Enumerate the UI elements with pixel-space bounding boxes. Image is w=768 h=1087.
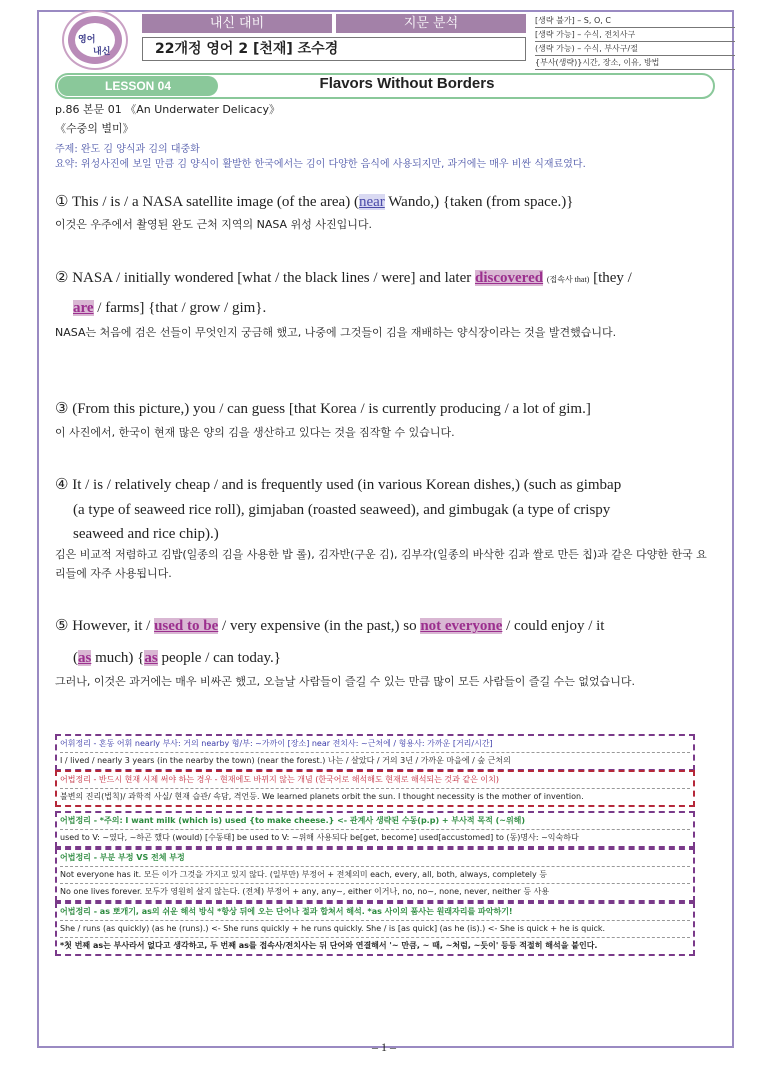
note-heading: 어법정리 - as 뽀개기, as의 쉬운 해석 방식 *항상 뒤에 오는 단어나 절과 합쳐서 해석. *as 사이의 품사는 원래자리를 파악하기! (60, 907, 513, 916)
sentence-number: ⑤ (55, 618, 69, 634)
grammar-note: (접속사 that) (546, 275, 590, 284)
sentence-text: / could enjoy / it (502, 618, 605, 634)
sentence-text: This / is / a NASA satellite image (of the area) ( (71, 194, 359, 210)
sentence-text: NASA / initially wondered [what / the black lines / were] and later (72, 270, 476, 286)
logo-text-2: 내신 (93, 47, 111, 57)
note-text: 불변의 진리(법칙)/ 과학적 사실/ 현재 습관/ 속담, 격언등. We learned planets orbit the sun. I thought necessity is the mother of invention. (60, 792, 584, 801)
sentence-text: [they / (589, 270, 632, 286)
lesson-title: Flavors Without Borders (319, 75, 495, 92)
vocab-note-box (55, 734, 695, 771)
highlight-word: not everyone (420, 618, 503, 634)
source-line: p.86 본문 01 《An Underwater Delicacy》 (55, 103, 281, 116)
sentence-number: ② (55, 270, 69, 286)
translation-2: NASA는 처음에 검은 선들이 무엇인지 궁금해 했고, 나중에 그것들이 김을 재배하는 양식장이라는 것을 발견했습니다. (55, 326, 617, 339)
grammar-note-box-1 (55, 770, 695, 807)
note-text: I / lived / nearly 3 years (in the nearby the town) (near the forest.) 나는 / 살았다 / 거의 3년 / 가까운 마을에 / 숲 근처의 (60, 756, 511, 765)
legend-item: {부사(생략)}시간, 장소, 이유, 방법 (535, 56, 735, 70)
page-number: – 1 – (372, 1040, 396, 1054)
legend-item: [생략 불가] – S, O, C (535, 14, 735, 28)
sentence-number: ③ (55, 401, 69, 417)
translation-4: 김은 비교적 저렴하고 김밥(일종의 김을 사용한 밥 롤), 김자반(구운 김), 김부각(일종의 바삭한 김과 쌀로 만든 칩)과 같은 다양한 한국 요리들에 자주 사용됩니다. (55, 548, 707, 580)
sentence-number: ① (55, 194, 69, 210)
grammar-note-box-3 (55, 848, 695, 902)
highlight-word: as (144, 650, 158, 666)
summary-line: 요약: 위성사진에 보일 만큼 김 양식이 활발한 한국에서는 김이 다양한 음식에 사용되지만, 과거에는 매우 비싼 식재료였다. (55, 159, 586, 170)
page-title: 22개정 영어 2 [천재] 조수경 (142, 37, 526, 61)
tab-passage-analysis: 지문 분석 (336, 14, 526, 33)
sentence-text: much) { (91, 650, 145, 666)
sentence-text: (From this picture,) you / can guess [that Korea / is currently producing / a lot of gim.] (72, 401, 591, 417)
note-text: Not everyone has it. 모든 이가 그것을 가지고 있지 않다. (일부만) 부정어 + 전체의미 each, every, all, both, always, completely 등 (60, 867, 690, 884)
note-heading: 어법정리 - 부분 부정 VS 전체 부정 (60, 853, 185, 862)
sentence-text: seaweed and rice chip).) (73, 526, 219, 542)
sentence-number: ④ (55, 477, 69, 493)
translation-5: 그러나, 이것은 과거에는 매우 비싸곤 했고, 오늘날 사람들이 즐길 수 있는 만큼 많이 모든 사람들이 즐길 수는 없었습니다. (55, 675, 635, 688)
sentence-text: Wando,) {taken (from space.)} (384, 194, 574, 210)
highlight-word: as (78, 650, 92, 666)
korean-title: 《수중의 별미》 (55, 122, 134, 135)
note-heading: 어법정리 - 반드시 현재 시제 써야 하는 경우 - 현재에도 바뀌지 않는 개념 (한국어로 해석해도 현재로 해석되는 것과 같은 이치) (60, 775, 499, 784)
logo-badge (62, 10, 128, 70)
note-text: used to V: ~였다, ~하곤 했다 (would) [수동태] be used to V: ~위해 사용되다 be[get, become] used[accustomed] to (동)명사: ~익숙하다 (60, 833, 579, 842)
note-heading: 어법정리 - *주의: I want milk (which is) used {to make cheese.} <- 관계사 생략된 수동(p.p) + 부사적 목적 (~위해) (60, 816, 526, 825)
note-text: She / runs (as quickly) (as he (runs).) <- She runs quickly + he runs quickly. She / is [as quick] (as he (is).) <- She is quick + he is quick. (60, 921, 690, 938)
sentence-text: / farms] {that / grow / gim}. (93, 300, 267, 316)
sentence-text: ( (73, 650, 78, 666)
sentence-text: It / is / relatively cheap / and is frequently used (in various Korean dishes,) (such as gimbap (72, 477, 622, 493)
note-text: 어휘정리 - 혼동 어휘 nearly 부사: 거의 nearby 형/부: ~가까이 [장소] near 전치사: ~근처에 / 형용사: 가까운 [거리/시간] (60, 739, 493, 748)
highlight-word: discovered (475, 270, 544, 286)
note-text: *첫 번째 as는 부사라서 없다고 생각하고, 두 번째 as를 접속사/전치사는 뒤 단어와 연결해서 '~ 만큼, ~ 때, ~처럼, ~듯이' 등등 적절히 해석을 붙인다. (60, 941, 598, 950)
highlight-word: are (73, 300, 94, 316)
sentence-text: However, it / (72, 618, 155, 634)
tab-exam-prep: 내신 대비 (142, 14, 332, 33)
grammar-note-box-4 (55, 902, 695, 956)
legend-item: (생략 가능) – 수식, 부사구/절 (535, 42, 735, 56)
legend (535, 14, 735, 70)
translation-1: 이것은 우주에서 촬영된 완도 근처 지역의 NASA 위성 사진입니다. (55, 218, 372, 231)
translation-3: 이 사진에서, 한국이 현재 많은 양의 김을 생산하고 있다는 것을 짐작할 수 있습니다. (55, 426, 455, 439)
lesson-label: LESSON 04 (58, 76, 218, 96)
sentence-text: people / can today.} (157, 650, 281, 666)
highlight-word: used to be (154, 618, 219, 634)
sentence-text: / very expensive (in the past,) so (218, 618, 421, 634)
grammar-note-box-2 (55, 811, 695, 848)
logo-text-1: 영어 (78, 35, 96, 45)
theme-line: 주제: 완도 김 양식과 김의 대중화 (55, 144, 200, 155)
note-text: No one lives forever. 모두가 영원히 살지 않는다. (전체) 부정어 + any, any~, either 이거나, no, no~, none, never, neither 등 사용 (60, 887, 550, 896)
highlight-word: near (358, 194, 385, 210)
legend-item: [생략 가능] – 수식, 전치사구 (535, 28, 735, 42)
sentence-text: (a type of seaweed rice roll), gimjaban (roasted seaweed), and gimbugak (a type of crispy (73, 502, 611, 518)
